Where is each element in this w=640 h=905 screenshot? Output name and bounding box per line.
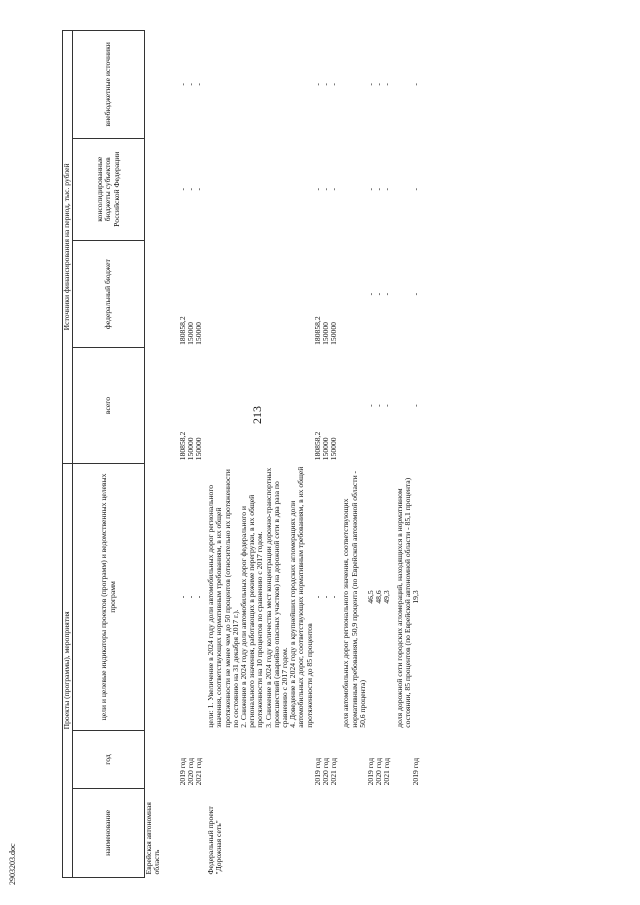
rotated-page <box>62 30 632 878</box>
table-row: 2019 год - 180858,2 180858,2 - - <box>314 31 322 878</box>
row-federal: 150000 <box>329 322 339 345</box>
table-row: 2019 год - 180858,2 180858,2 - - <box>179 31 187 878</box>
header-goals: цели и целевые индикаторы проектов (программ) и ведомственных целевых программ <box>73 463 145 730</box>
project-goals: цели: 1. Увеличение в 2024 году доли автомобильных дорог регионального значения, соответствующих нормативным требованиям, в их общей протяженности не менее чем до 50 процентов (относительно их протяженности по состоянию на 31 декабря 2017 г.). 2. Снижение в 2024 году доли автомобильных дорог федерального и регионального значения, работающих в режиме перегрузки, в их общей протяженности на 10 процентов по сравнению с 2017 годом. 3. Снижение в 2024 году количества мест концентрации дорожно-транспортных происшествий (аварийно опасных участков) на дорожной сети в два раза по сравнению с 2017 годом. 4. Доведение в 2024 году в крупнейших городских агломерациях доли автомобильных дорог, соответствующих нормативным требованиям, в их общей протяженности до 85 процентов <box>206 466 314 728</box>
row-total: 150000 <box>193 437 203 461</box>
project-name: Федеральный проект "Дорожная сеть" <box>206 806 224 875</box>
row-year: 2019 год <box>410 757 420 786</box>
header-name: наименование <box>73 788 145 877</box>
header-sources-group: Источники финансирования на период, тыс. рублей <box>63 31 73 464</box>
table-row: 2019 год 46,5 - - - - <box>367 31 375 878</box>
row-indicator-value: 46,5 <box>365 590 375 604</box>
header-total: всего <box>73 348 145 463</box>
table-row: 2021 год 49,3 - - - - <box>383 31 391 878</box>
row-indicator-value: 48,6 <box>374 590 384 604</box>
indicator-1-text: доля автомобильных дорог регионального значения, соответствующих нормативным требованиям, 50,9 процента (по Еврейской автономной области - 50,6 процента) <box>341 470 367 728</box>
table-row: 2021 год - 150000 150000 - - <box>330 31 338 878</box>
indicator-2-text: доля дорожной сети городских агломераций, находящихся в нормативном состоянии, 85 процентов (по Еврейской автономной области - 85,1 процента) <box>394 477 412 728</box>
header-extra: внебюджетные источники <box>73 31 145 139</box>
row-year: 2020 год <box>374 757 384 786</box>
table-row: 2019 год 19,3 - - - - <box>412 31 420 878</box>
row-indicator-value: 19,3 <box>410 590 420 604</box>
row-indicator-value: 49,3 <box>382 590 392 604</box>
row-year: 2019 год <box>177 757 187 786</box>
header-federal: федеральный бюджет <box>73 240 145 348</box>
document-code: 2903203.doc <box>8 843 17 885</box>
row-total: 150000 <box>329 437 339 461</box>
page-number: 213 <box>250 406 264 424</box>
header-year: год <box>73 731 145 789</box>
row-year: 2021 год <box>193 757 203 786</box>
row-year: 2019 год <box>312 757 322 786</box>
row-year: 2021 год <box>329 757 339 786</box>
row-total: 150000 <box>320 437 330 461</box>
row-year: 2021 год <box>382 757 392 786</box>
table-row: 2021 год - 150000 150000 - - <box>195 31 203 878</box>
row-federal: 150000 <box>185 322 195 345</box>
table-row: 2020 год - 150000 150000 - - <box>322 31 330 878</box>
row-total: 180858,2 <box>312 431 322 461</box>
region-name: Еврейская автономная область <box>144 802 162 875</box>
row-total: 150000 <box>185 437 195 461</box>
header-projects-group: Проекты (программы), мероприятия <box>63 463 73 877</box>
row-total: 180858,2 <box>177 431 187 461</box>
row-federal: 180858,2 <box>312 316 322 345</box>
header-regional: консолидированные бюджеты субъектов Российской Федерации <box>73 138 145 240</box>
row-year: 2020 год <box>320 757 330 786</box>
row-federal: 180858,2 <box>177 316 187 345</box>
table-row: 2020 год - 150000 150000 - - <box>187 31 195 878</box>
row-federal: 150000 <box>320 322 330 345</box>
table-row: 2020 год 48,6 - - - - <box>375 31 383 878</box>
row-year: 2020 год <box>185 757 195 786</box>
row-year: 2019 год <box>365 757 375 786</box>
financing-table <box>62 30 420 878</box>
row-federal: 150000 <box>193 322 203 345</box>
